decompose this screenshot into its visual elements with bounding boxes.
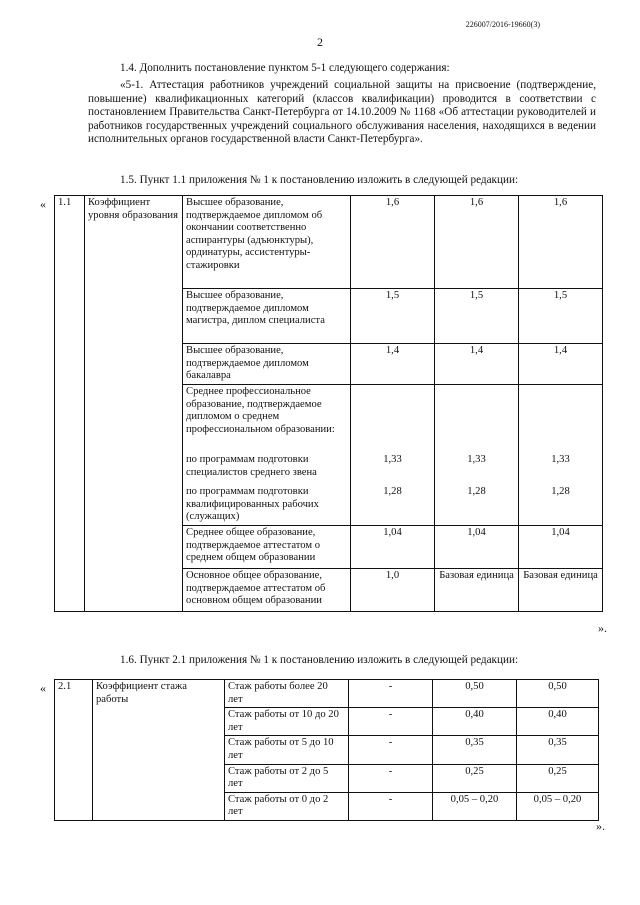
document-id: 226007/2016-19660(3) bbox=[465, 20, 540, 29]
table-cell: 1,4 bbox=[519, 344, 603, 385]
table-cell: - bbox=[349, 792, 433, 820]
table-cell: по программам подготовки квалифицированных рабочих (служащих) bbox=[183, 485, 351, 526]
table-cell: по программам подготовки специалистов среднего звена bbox=[183, 453, 351, 485]
table-cell: 1,0 bbox=[351, 569, 435, 612]
table-cell: Среднее общее образование, подтверждаемое аттестатом о среднем общем образовании bbox=[183, 526, 351, 569]
table-cell: Высшее образование, подтверждаемое дипломом магистра, диплом специалиста bbox=[183, 289, 351, 344]
table2-close-quote: ». bbox=[596, 819, 605, 833]
table1-number: 1.1 bbox=[55, 196, 85, 612]
table-cell: Стаж работы от 2 до 5 лет bbox=[225, 764, 349, 792]
table2-name: Коэффициент стажа работы bbox=[93, 680, 225, 821]
table-cell: 1,33 bbox=[519, 453, 603, 485]
paragraph-1-6: 1.6. Пункт 2.1 приложения № 1 к постановлению изложить в следующей редакции: bbox=[120, 654, 519, 666]
table-cell: 1,5 bbox=[351, 289, 435, 344]
table-cell: Среднее профессиональное образование, подтверждаемое дипломом о среднем профессиональном образовании: bbox=[183, 385, 351, 454]
table-cell: 0,35 bbox=[517, 736, 599, 764]
table-cell: 0,40 bbox=[517, 708, 599, 736]
table-cell: 1,33 bbox=[351, 453, 435, 485]
table-cell: Высшее образование, подтверждаемое дипломом об окончании соответственно аспирантуры (адъюнктуры), ординатуры, ассистентуры-стажировки bbox=[183, 196, 351, 289]
table-cell: 1,4 bbox=[435, 344, 519, 385]
table-cell: 0,25 bbox=[433, 764, 517, 792]
table-cell: 0,40 bbox=[433, 708, 517, 736]
table-cell: 0,05 – 0,20 bbox=[517, 792, 599, 820]
table-cell: 1,6 bbox=[351, 196, 435, 289]
table-cell: 1,04 bbox=[435, 526, 519, 569]
table2-open-quote: « bbox=[40, 681, 46, 695]
table-cell: 1,6 bbox=[519, 196, 603, 289]
work-experience-coefficient-table bbox=[54, 679, 599, 821]
table-row bbox=[55, 680, 599, 708]
table-cell: 1,04 bbox=[519, 526, 603, 569]
table-cell: 1,4 bbox=[351, 344, 435, 385]
education-coefficient-table bbox=[54, 195, 603, 612]
table-cell: - bbox=[349, 708, 433, 736]
paragraph-1-5: 1.5. Пункт 1.1 приложения № 1 к постановлению изложить в следующей редакции: bbox=[120, 174, 519, 186]
table-cell: Основное общее образование, подтверждаемое аттестатом об основном общем образовании bbox=[183, 569, 351, 612]
table-cell bbox=[351, 385, 435, 454]
table-cell: - bbox=[349, 764, 433, 792]
page-number: 2 bbox=[317, 35, 323, 49]
table-cell: Стаж работы более 20 лет bbox=[225, 680, 349, 708]
table-cell: - bbox=[349, 680, 433, 708]
table-cell: 1,28 bbox=[351, 485, 435, 526]
table1-open-quote: « bbox=[40, 197, 46, 211]
table-cell: 1,6 bbox=[435, 196, 519, 289]
table-cell: 0,25 bbox=[517, 764, 599, 792]
table-cell: Базовая единица bbox=[519, 569, 603, 612]
table-cell bbox=[519, 385, 603, 454]
table-cell bbox=[435, 385, 519, 454]
table-cell: 1,28 bbox=[435, 485, 519, 526]
table-cell: Высшее образование, подтверждаемое дипломом бакалавра bbox=[183, 344, 351, 385]
table1-name: Коэффициент уровня образования bbox=[85, 196, 183, 612]
table-cell: 0,50 bbox=[433, 680, 517, 708]
table-row bbox=[55, 196, 603, 289]
table-cell: Базовая единица bbox=[435, 569, 519, 612]
table-cell: 1,5 bbox=[435, 289, 519, 344]
table-cell: Стаж работы от 0 до 2 лет bbox=[225, 792, 349, 820]
table-cell: - bbox=[349, 736, 433, 764]
table-cell: Стаж работы от 10 до 20 лет bbox=[225, 708, 349, 736]
table-cell: 1,33 bbox=[435, 453, 519, 485]
table-cell: 1,5 bbox=[519, 289, 603, 344]
paragraph-1-4: 1.4. Дополнить постановление пунктом 5-1 следующего содержания: bbox=[120, 62, 450, 74]
table-cell: 0,05 – 0,20 bbox=[433, 792, 517, 820]
table-cell: 0,50 bbox=[517, 680, 599, 708]
paragraph-5-1: «5-1. Аттестация работников учреждений социальной защиты на присвоение (подтверждение, повышение) квалификационных категорий (классов квалификации) проводится в соответствии с постановлением Правительства Санкт-Петербурга от 14.10.2009 № 1168 «Об аттестации руководителей и работников государственных учреждений социального обслуживания населения, находящихся в ведении исполнительных органов государственной власти Санкт-Петербурга». bbox=[88, 79, 596, 145]
table-cell: 1,04 bbox=[351, 526, 435, 569]
table1-close-quote: ». bbox=[598, 621, 607, 635]
table2-number: 2.1 bbox=[55, 680, 93, 821]
table-cell: 0,35 bbox=[433, 736, 517, 764]
table-cell: Стаж работы от 5 до 10 лет bbox=[225, 736, 349, 764]
table-cell: 1,28 bbox=[519, 485, 603, 526]
